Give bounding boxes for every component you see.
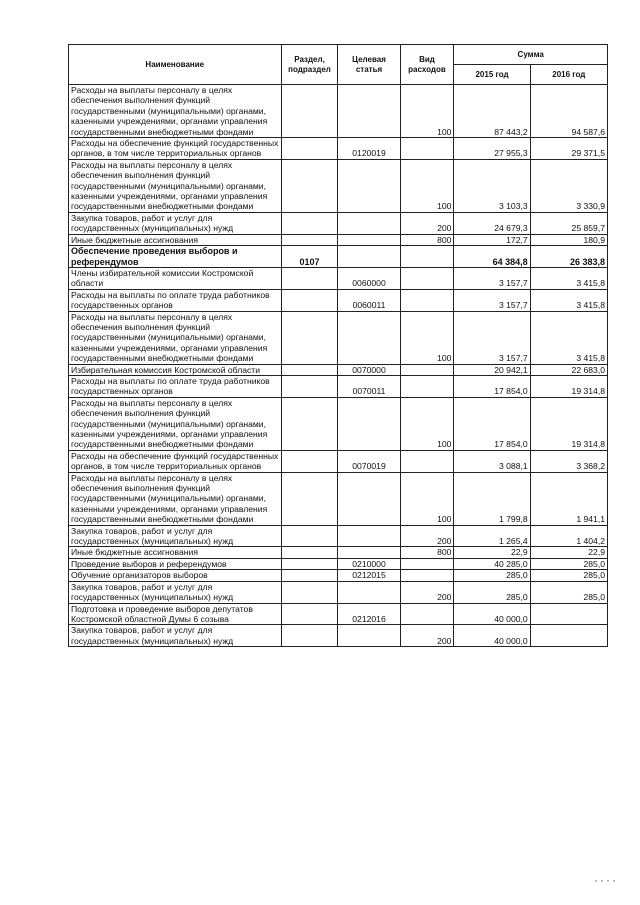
table-row xyxy=(69,450,608,472)
row-2016 xyxy=(530,625,607,647)
row-kind xyxy=(400,375,454,397)
row-section xyxy=(281,311,338,364)
row-kind: 200 xyxy=(400,525,454,547)
table-header xyxy=(69,45,608,85)
row-kind xyxy=(400,267,454,289)
row-kind: 200 xyxy=(400,581,454,603)
row-target: 0070011 xyxy=(338,375,400,397)
row-name: Расходы на выплаты персоналу в целях обеспечения выполнения функций государственными (муниципальными) органами, казенными учреждениями, органами управления государственными внебюджетными фондами xyxy=(69,159,282,212)
table-row xyxy=(69,246,608,268)
row-section xyxy=(281,450,338,472)
table-row xyxy=(69,267,608,289)
row-target: 0060011 xyxy=(338,289,400,311)
row-2016: 285,0 xyxy=(530,581,607,603)
row-2016: 3 330,9 xyxy=(530,159,607,212)
row-target xyxy=(338,547,400,558)
table-row xyxy=(69,234,608,245)
table-row xyxy=(69,570,608,581)
row-kind: 100 xyxy=(400,397,454,450)
row-name: Расходы на выплаты персоналу в целях обеспечения выполнения функций государственными (муниципальными) органами, казенными учреждениями, органами управления государственными внебюджетными фондами xyxy=(69,472,282,525)
row-name: Закупка товаров, работ и услуг для государственных (муниципальных) нужд xyxy=(69,212,282,234)
row-section xyxy=(281,85,338,138)
row-target: 0070000 xyxy=(338,364,400,375)
row-target: 0060000 xyxy=(338,267,400,289)
row-name: Иные бюджетные ассигнования xyxy=(69,234,282,245)
row-2016: 1 941,1 xyxy=(530,472,607,525)
row-kind: 100 xyxy=(400,159,454,212)
table-row xyxy=(69,525,608,547)
row-kind: 100 xyxy=(400,472,454,525)
table-row xyxy=(69,138,608,160)
table-row xyxy=(69,558,608,569)
row-section xyxy=(281,603,338,625)
row-2016: 3 368,2 xyxy=(530,450,607,472)
header-target: Целевая статья xyxy=(338,45,400,85)
page-mark: , , , , xyxy=(595,874,616,883)
row-2015: 17 854,0 xyxy=(454,375,530,397)
row-kind: 800 xyxy=(400,234,454,245)
row-2015: 172,7 xyxy=(454,234,530,245)
row-name: Расходы на выплаты персоналу в целях обеспечения выполнения функций государственными (муниципальными) органами, казенными учреждениями, органами управления государственными внебюджетными фондами xyxy=(69,397,282,450)
row-section xyxy=(281,159,338,212)
row-2016: 285,0 xyxy=(530,558,607,569)
row-2016: 19 314,8 xyxy=(530,375,607,397)
row-name: Расходы на выплаты персоналу в целях обеспечения выполнения функций государственными (муниципальными) органами, казенными учреждениями, органами управления государственными внебюджетными фондами xyxy=(69,85,282,138)
row-2015: 40 000,0 xyxy=(454,625,530,647)
header-2015: 2015 год xyxy=(454,65,530,85)
row-2015: 40 000,0 xyxy=(454,603,530,625)
row-section xyxy=(281,138,338,160)
header-sum: Сумма xyxy=(454,45,608,65)
row-section xyxy=(281,525,338,547)
table-row xyxy=(69,289,608,311)
row-2015: 285,0 xyxy=(454,570,530,581)
table-row xyxy=(69,625,608,647)
table-row xyxy=(69,603,608,625)
row-kind: 100 xyxy=(400,311,454,364)
row-2016: 3 415,8 xyxy=(530,267,607,289)
row-section xyxy=(281,397,338,450)
row-2015: 17 854,0 xyxy=(454,397,530,450)
row-kind xyxy=(400,289,454,311)
row-section xyxy=(281,289,338,311)
row-name: Расходы на выплаты по оплате труда работников государственных органов xyxy=(69,375,282,397)
row-target xyxy=(338,581,400,603)
row-target xyxy=(338,85,400,138)
row-2016: 3 415,8 xyxy=(530,311,607,364)
row-section xyxy=(281,581,338,603)
table-row xyxy=(69,397,608,450)
row-name: Избирательная комиссия Костромской области xyxy=(69,364,282,375)
table-row xyxy=(69,547,608,558)
row-kind: 200 xyxy=(400,212,454,234)
row-2016: 285,0 xyxy=(530,570,607,581)
row-name: Расходы на обеспечение функций государственных органов, в том числе территориальных органов xyxy=(69,450,282,472)
row-name: Закупка товаров, работ и услуг для государственных (муниципальных) нужд xyxy=(69,581,282,603)
row-kind: 800 xyxy=(400,547,454,558)
row-target xyxy=(338,625,400,647)
row-2015: 87 443,2 xyxy=(454,85,530,138)
header-kind: Вид расходов xyxy=(400,45,454,85)
row-kind xyxy=(400,138,454,160)
table-row xyxy=(69,212,608,234)
row-2016: 29 371,5 xyxy=(530,138,607,160)
row-2015: 24 679,3 xyxy=(454,212,530,234)
table-row xyxy=(69,472,608,525)
row-2015: 1 799,8 xyxy=(454,472,530,525)
row-target: 0070019 xyxy=(338,450,400,472)
table-row xyxy=(69,159,608,212)
row-2015: 1 265,4 xyxy=(454,525,530,547)
table-row xyxy=(69,581,608,603)
row-section xyxy=(281,625,338,647)
row-2016: 26 383,8 xyxy=(530,246,607,268)
row-2016: 180,9 xyxy=(530,234,607,245)
row-section: 0107 xyxy=(281,246,338,268)
row-name: Расходы на обеспечение функций государственных органов, в том числе территориальных органов xyxy=(69,138,282,160)
row-target xyxy=(338,397,400,450)
row-2016: 3 415,8 xyxy=(530,289,607,311)
row-2015: 3 157,7 xyxy=(454,311,530,364)
row-2016: 22,9 xyxy=(530,547,607,558)
row-2015: 20 942,1 xyxy=(454,364,530,375)
row-2015: 3 103,3 xyxy=(454,159,530,212)
row-name: Расходы на выплаты персоналу в целях обеспечения выполнения функций государственными (муниципальными) органами, казенными учреждениями, органами управления государственными внебюджетными фондами xyxy=(69,311,282,364)
row-section xyxy=(281,547,338,558)
row-name: Члены избирательной комиссии Костромской области xyxy=(69,267,282,289)
row-section xyxy=(281,364,338,375)
header-section: Раздел, подраздел xyxy=(281,45,338,85)
row-2016: 19 314,8 xyxy=(530,397,607,450)
row-kind xyxy=(400,570,454,581)
row-name: Подготовка и проведение выборов депутатов Костромской областной Думы 6 созыва xyxy=(69,603,282,625)
row-2015: 27 955,3 xyxy=(454,138,530,160)
row-target xyxy=(338,311,400,364)
header-name: Наименование xyxy=(69,45,282,85)
table-row xyxy=(69,85,608,138)
row-2015: 22,9 xyxy=(454,547,530,558)
row-target: 0212015 xyxy=(338,570,400,581)
row-kind: 200 xyxy=(400,625,454,647)
row-2016: 22 683,0 xyxy=(530,364,607,375)
row-kind: 100 xyxy=(400,85,454,138)
row-name: Иные бюджетные ассигнования xyxy=(69,547,282,558)
table-row xyxy=(69,375,608,397)
row-2016: 25 859,7 xyxy=(530,212,607,234)
row-target: 0212016 xyxy=(338,603,400,625)
row-target xyxy=(338,159,400,212)
header-2016: 2016 год xyxy=(530,65,607,85)
row-name: Обеспечение проведения выборов и референдумов xyxy=(69,246,282,268)
row-target: 0120019 xyxy=(338,138,400,160)
row-kind xyxy=(400,450,454,472)
budget-table xyxy=(68,44,608,647)
row-kind xyxy=(400,558,454,569)
row-2015: 285,0 xyxy=(454,581,530,603)
table-row xyxy=(69,364,608,375)
row-2015: 40 285,0 xyxy=(454,558,530,569)
row-2016: 94 587,6 xyxy=(530,85,607,138)
table-body xyxy=(69,85,608,647)
row-target xyxy=(338,234,400,245)
row-2015: 64 384,8 xyxy=(454,246,530,268)
row-target xyxy=(338,246,400,268)
row-name: Закупка товаров, работ и услуг для государственных (муниципальных) нужд xyxy=(69,525,282,547)
row-name: Обучение организаторов выборов xyxy=(69,570,282,581)
row-target xyxy=(338,525,400,547)
row-section xyxy=(281,558,338,569)
row-2016: 1 404,2 xyxy=(530,525,607,547)
row-2015: 3 157,7 xyxy=(454,289,530,311)
row-section xyxy=(281,472,338,525)
row-kind xyxy=(400,246,454,268)
row-2016 xyxy=(530,603,607,625)
row-target: 0210000 xyxy=(338,558,400,569)
row-kind xyxy=(400,364,454,375)
table-row xyxy=(69,311,608,364)
row-name: Закупка товаров, работ и услуг для государственных (муниципальных) нужд xyxy=(69,625,282,647)
row-name: Проведение выборов и референдумов xyxy=(69,558,282,569)
row-section xyxy=(281,234,338,245)
row-2015: 3 088,1 xyxy=(454,450,530,472)
row-2015: 3 157,7 xyxy=(454,267,530,289)
row-target xyxy=(338,212,400,234)
row-section xyxy=(281,375,338,397)
row-target xyxy=(338,472,400,525)
row-name: Расходы на выплаты по оплате труда работников государственных органов xyxy=(69,289,282,311)
row-kind xyxy=(400,603,454,625)
row-section xyxy=(281,267,338,289)
row-section xyxy=(281,570,338,581)
row-section xyxy=(281,212,338,234)
